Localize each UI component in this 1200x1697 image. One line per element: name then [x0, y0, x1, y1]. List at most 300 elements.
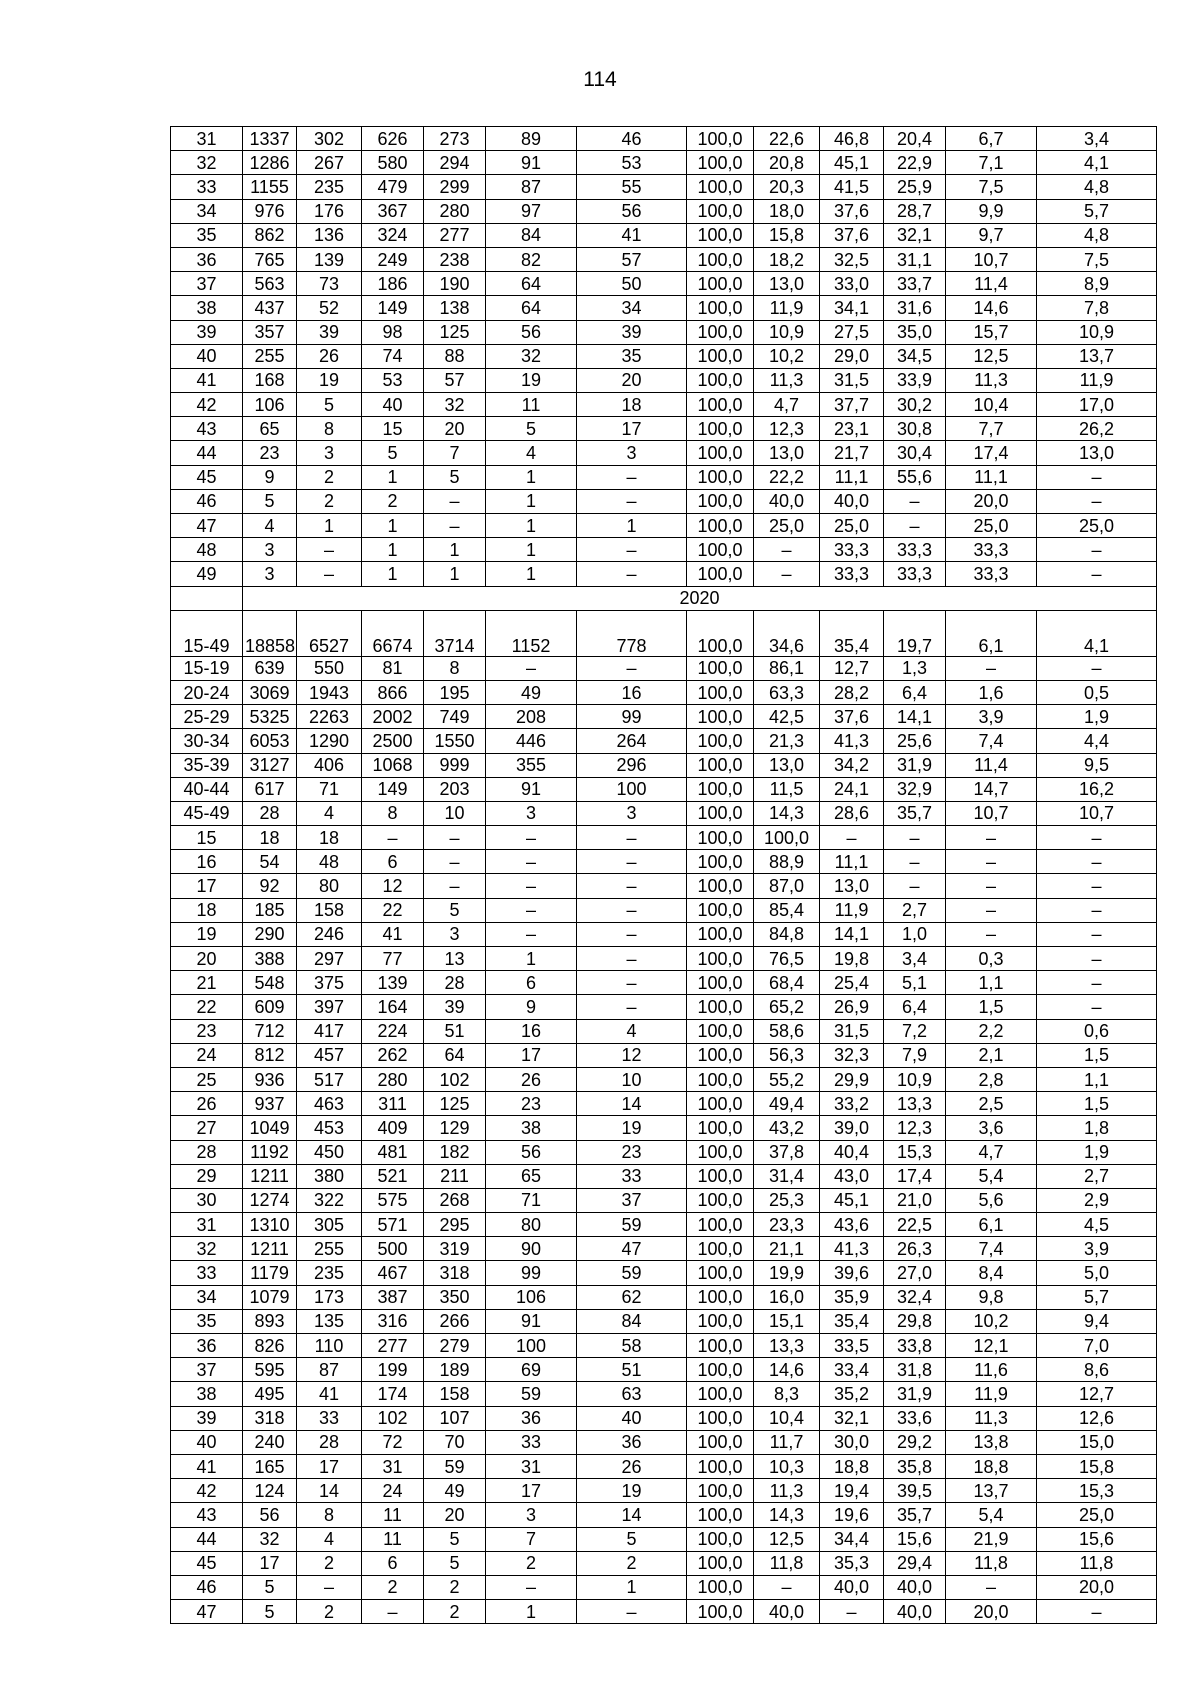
- value-cell: 14,7: [946, 777, 1037, 801]
- value-cell: 15,8: [1037, 1454, 1157, 1478]
- value-cell: 1550: [424, 729, 486, 753]
- value-cell: –: [577, 971, 687, 995]
- age-cell: 46: [171, 1575, 243, 1599]
- age-cell: 27: [171, 1116, 243, 1140]
- value-cell: 33,9: [884, 368, 946, 392]
- value-cell: 49,4: [754, 1092, 820, 1116]
- value-cell: 35,7: [884, 1503, 946, 1527]
- value-cell: 467: [362, 1261, 424, 1285]
- value-cell: 3: [486, 1503, 577, 1527]
- value-cell: –: [424, 489, 486, 513]
- value-cell: –: [1037, 538, 1157, 562]
- value-cell: 6,4: [884, 995, 946, 1019]
- value-cell: 1: [424, 538, 486, 562]
- value-cell: 266: [424, 1309, 486, 1333]
- value-cell: 1286: [243, 151, 297, 175]
- age-cell: 21: [171, 971, 243, 995]
- value-cell: 20,0: [946, 489, 1037, 513]
- value-cell: 100,0: [687, 1600, 754, 1624]
- value-cell: 2,8: [946, 1067, 1037, 1091]
- age-cell: 43: [171, 1503, 243, 1527]
- value-cell: 100,0: [687, 1140, 754, 1164]
- value-cell: 548: [243, 971, 297, 995]
- value-cell: 778: [577, 610, 687, 656]
- value-cell: 40,0: [820, 489, 884, 513]
- fertility-data-table: [170, 126, 1157, 1624]
- value-cell: 100,0: [687, 1575, 754, 1599]
- value-cell: 43,2: [754, 1116, 820, 1140]
- value-cell: 580: [362, 151, 424, 175]
- value-cell: 59: [486, 1382, 577, 1406]
- table-row: [171, 1164, 1157, 1188]
- value-cell: 11,6: [946, 1358, 1037, 1382]
- value-cell: 100,0: [687, 995, 754, 1019]
- table-row: [171, 393, 1157, 417]
- value-cell: 1,5: [1037, 1092, 1157, 1116]
- value-cell: 32: [486, 344, 577, 368]
- value-cell: –: [946, 922, 1037, 946]
- value-cell: –: [884, 874, 946, 898]
- value-cell: 29,2: [884, 1430, 946, 1454]
- value-cell: 4,7: [754, 393, 820, 417]
- table-row: [171, 826, 1157, 850]
- age-cell: 22: [171, 995, 243, 1019]
- value-cell: 100,0: [687, 922, 754, 946]
- value-cell: 71: [297, 777, 362, 801]
- value-cell: 11,4: [946, 753, 1037, 777]
- age-cell: 46: [171, 489, 243, 513]
- value-cell: 15,6: [884, 1527, 946, 1551]
- value-cell: 255: [243, 344, 297, 368]
- table-row: [171, 1358, 1157, 1382]
- table-row: [171, 1261, 1157, 1285]
- value-cell: 5: [424, 898, 486, 922]
- value-cell: 1,5: [1037, 1043, 1157, 1067]
- value-cell: 158: [424, 1382, 486, 1406]
- value-cell: 6674: [362, 610, 424, 656]
- value-cell: 27,0: [884, 1261, 946, 1285]
- value-cell: 450: [297, 1140, 362, 1164]
- value-cell: 33: [577, 1164, 687, 1188]
- value-cell: 69: [486, 1358, 577, 1382]
- value-cell: 100,0: [687, 223, 754, 247]
- value-cell: –: [577, 898, 687, 922]
- table-row: [171, 1503, 1157, 1527]
- value-cell: 29,4: [884, 1551, 946, 1575]
- value-cell: 40,4: [820, 1140, 884, 1164]
- value-cell: 34,4: [820, 1527, 884, 1551]
- value-cell: 203: [424, 777, 486, 801]
- value-cell: 102: [362, 1406, 424, 1430]
- value-cell: 1: [362, 562, 424, 586]
- value-cell: 72: [362, 1430, 424, 1454]
- value-cell: 43,0: [820, 1164, 884, 1188]
- value-cell: 11,1: [820, 465, 884, 489]
- value-cell: 595: [243, 1358, 297, 1382]
- value-cell: 2: [297, 465, 362, 489]
- value-cell: 13: [424, 947, 486, 971]
- value-cell: 87,0: [754, 874, 820, 898]
- value-cell: 21,9: [946, 1527, 1037, 1551]
- value-cell: –: [946, 656, 1037, 680]
- value-cell: 22,2: [754, 465, 820, 489]
- value-cell: –: [754, 538, 820, 562]
- value-cell: 481: [362, 1140, 424, 1164]
- value-cell: 86,1: [754, 656, 820, 680]
- value-cell: 2,5: [946, 1092, 1037, 1116]
- value-cell: 11,8: [1037, 1551, 1157, 1575]
- age-cell: 32: [171, 151, 243, 175]
- value-cell: 16: [577, 680, 687, 704]
- value-cell: 84: [577, 1309, 687, 1333]
- value-cell: 18,8: [946, 1454, 1037, 1478]
- value-cell: 100,0: [687, 1237, 754, 1261]
- value-cell: 367: [362, 199, 424, 223]
- value-cell: 35,9: [820, 1285, 884, 1309]
- value-cell: –: [486, 874, 577, 898]
- value-cell: 23: [243, 441, 297, 465]
- value-cell: –: [486, 850, 577, 874]
- value-cell: 14: [577, 1503, 687, 1527]
- value-cell: 37,6: [820, 199, 884, 223]
- value-cell: –: [884, 850, 946, 874]
- table-row: [171, 1527, 1157, 1551]
- age-cell: 35: [171, 223, 243, 247]
- table-section-2020-header: [171, 586, 1157, 656]
- value-cell: 7,8: [1037, 296, 1157, 320]
- value-cell: 15,1: [754, 1309, 820, 1333]
- value-cell: 25,0: [820, 514, 884, 538]
- value-cell: –: [1037, 874, 1157, 898]
- value-cell: 100: [577, 777, 687, 801]
- value-cell: 135: [297, 1309, 362, 1333]
- age-cell: 28: [171, 1140, 243, 1164]
- age-cell: 24: [171, 1043, 243, 1067]
- value-cell: 57: [424, 368, 486, 392]
- value-cell: 1: [362, 465, 424, 489]
- value-cell: 3,4: [884, 947, 946, 971]
- value-cell: 2500: [362, 729, 424, 753]
- value-cell: 19,6: [820, 1503, 884, 1527]
- value-cell: 11,7: [754, 1430, 820, 1454]
- value-cell: 64: [486, 296, 577, 320]
- value-cell: 32,9: [884, 777, 946, 801]
- value-cell: 32,1: [884, 223, 946, 247]
- value-cell: 25,4: [820, 971, 884, 995]
- value-cell: 1: [362, 538, 424, 562]
- value-cell: 1,9: [1037, 705, 1157, 729]
- value-cell: 85,4: [754, 898, 820, 922]
- value-cell: 999: [424, 753, 486, 777]
- value-cell: 20,0: [946, 1600, 1037, 1624]
- value-cell: 18: [243, 826, 297, 850]
- value-cell: 56: [486, 1140, 577, 1164]
- value-cell: 11,5: [754, 777, 820, 801]
- value-cell: 249: [362, 247, 424, 271]
- value-cell: 240: [243, 1430, 297, 1454]
- value-cell: 1,1: [946, 971, 1037, 995]
- value-cell: 17: [486, 1043, 577, 1067]
- value-cell: 2,7: [884, 898, 946, 922]
- value-cell: 3: [243, 562, 297, 586]
- value-cell: 11,9: [1037, 368, 1157, 392]
- value-cell: –: [362, 1600, 424, 1624]
- value-cell: 8,6: [1037, 1358, 1157, 1382]
- value-cell: 11,3: [754, 1479, 820, 1503]
- value-cell: 15,0: [1037, 1430, 1157, 1454]
- value-cell: 21,1: [754, 1237, 820, 1261]
- value-cell: 40,0: [754, 489, 820, 513]
- value-cell: 437: [243, 296, 297, 320]
- value-cell: 316: [362, 1309, 424, 1333]
- value-cell: 13,7: [1037, 344, 1157, 368]
- value-cell: –: [424, 514, 486, 538]
- value-cell: 1211: [243, 1164, 297, 1188]
- value-cell: 14,1: [884, 705, 946, 729]
- value-cell: 324: [362, 223, 424, 247]
- age-cell: 15-49: [171, 610, 243, 656]
- value-cell: 4,4: [1037, 729, 1157, 753]
- table-row: [171, 1406, 1157, 1430]
- age-cell: 40: [171, 1430, 243, 1454]
- value-cell: 100,0: [687, 850, 754, 874]
- value-cell: 1,9: [1037, 1140, 1157, 1164]
- value-cell: 3714: [424, 610, 486, 656]
- value-cell: 9: [486, 995, 577, 1019]
- value-cell: 100,0: [687, 1164, 754, 1188]
- age-cell: 42: [171, 1479, 243, 1503]
- value-cell: 91: [486, 777, 577, 801]
- value-cell: 409: [362, 1116, 424, 1140]
- table-row: [171, 1575, 1157, 1599]
- value-cell: 41: [297, 1382, 362, 1406]
- table-row: [171, 753, 1157, 777]
- value-cell: 25,0: [946, 514, 1037, 538]
- value-cell: 9,8: [946, 1285, 1037, 1309]
- value-cell: 11,3: [754, 368, 820, 392]
- value-cell: 0,5: [1037, 680, 1157, 704]
- value-cell: 4: [297, 801, 362, 825]
- value-cell: 33,3: [820, 538, 884, 562]
- table-row: [171, 223, 1157, 247]
- value-cell: 1: [577, 514, 687, 538]
- value-cell: 862: [243, 223, 297, 247]
- table-row: [171, 368, 1157, 392]
- table-row: [171, 680, 1157, 704]
- value-cell: 100,0: [687, 947, 754, 971]
- value-cell: 125: [424, 1092, 486, 1116]
- value-cell: 31: [486, 1454, 577, 1478]
- value-cell: 375: [297, 971, 362, 995]
- value-cell: 7,9: [884, 1043, 946, 1067]
- value-cell: 5: [243, 1575, 297, 1599]
- value-cell: 110: [297, 1334, 362, 1358]
- value-cell: 185: [243, 898, 297, 922]
- value-cell: 35,2: [820, 1382, 884, 1406]
- value-cell: 40,0: [884, 1575, 946, 1599]
- value-cell: 13,0: [1037, 441, 1157, 465]
- value-cell: 55,2: [754, 1067, 820, 1091]
- value-cell: 39: [424, 995, 486, 1019]
- value-cell: 3,4: [1037, 127, 1157, 151]
- value-cell: 235: [297, 175, 362, 199]
- value-cell: 2: [577, 1551, 687, 1575]
- value-cell: –: [297, 1575, 362, 1599]
- value-cell: –: [820, 826, 884, 850]
- value-cell: 13,8: [946, 1430, 1037, 1454]
- value-cell: 4,7: [946, 1140, 1037, 1164]
- table-row: [171, 1334, 1157, 1358]
- value-cell: 18,8: [820, 1454, 884, 1478]
- value-cell: 100,0: [687, 272, 754, 296]
- value-cell: 11,1: [820, 850, 884, 874]
- value-cell: 6053: [243, 729, 297, 753]
- value-cell: 937: [243, 1092, 297, 1116]
- value-cell: 39,5: [884, 1479, 946, 1503]
- age-cell: 32: [171, 1237, 243, 1261]
- value-cell: 31,5: [820, 1019, 884, 1043]
- value-cell: 40: [577, 1406, 687, 1430]
- value-cell: 91: [486, 1309, 577, 1333]
- value-cell: 100,0: [687, 1309, 754, 1333]
- value-cell: 1,0: [884, 922, 946, 946]
- value-cell: 1: [424, 562, 486, 586]
- value-cell: 446: [486, 729, 577, 753]
- value-cell: –: [424, 850, 486, 874]
- value-cell: 5: [243, 1600, 297, 1624]
- value-cell: 355: [486, 753, 577, 777]
- value-cell: 124: [243, 1479, 297, 1503]
- value-cell: 56: [243, 1503, 297, 1527]
- value-cell: 1179: [243, 1261, 297, 1285]
- value-cell: 4: [297, 1527, 362, 1551]
- value-cell: 53: [362, 368, 424, 392]
- value-cell: 48: [297, 850, 362, 874]
- value-cell: 17: [577, 417, 687, 441]
- value-cell: 100,0: [687, 680, 754, 704]
- value-cell: 26,2: [1037, 417, 1157, 441]
- table-row: [171, 1043, 1157, 1067]
- age-cell: 38: [171, 296, 243, 320]
- value-cell: 19: [577, 1479, 687, 1503]
- value-cell: 32,4: [884, 1285, 946, 1309]
- value-cell: 273: [424, 127, 486, 151]
- value-cell: 65,2: [754, 995, 820, 1019]
- value-cell: 10,4: [754, 1406, 820, 1430]
- age-cell: 41: [171, 368, 243, 392]
- value-cell: 297: [297, 947, 362, 971]
- value-cell: 8: [297, 417, 362, 441]
- value-cell: 80: [486, 1213, 577, 1237]
- value-cell: 29,9: [820, 1067, 884, 1091]
- value-cell: 19,7: [884, 610, 946, 656]
- value-cell: 77: [362, 947, 424, 971]
- age-cell: 40-44: [171, 777, 243, 801]
- value-cell: 138: [424, 296, 486, 320]
- value-cell: 296: [577, 753, 687, 777]
- value-cell: 14,3: [754, 1503, 820, 1527]
- value-cell: 1: [297, 514, 362, 538]
- value-cell: 100,0: [687, 1479, 754, 1503]
- value-cell: 3: [297, 441, 362, 465]
- value-cell: 49: [424, 1479, 486, 1503]
- value-cell: 5,0: [1037, 1261, 1157, 1285]
- value-cell: 2,9: [1037, 1188, 1157, 1212]
- value-cell: 1: [362, 514, 424, 538]
- value-cell: 13,7: [946, 1479, 1037, 1503]
- value-cell: 100,0: [687, 1382, 754, 1406]
- value-cell: 100,0: [687, 465, 754, 489]
- value-cell: 32: [243, 1527, 297, 1551]
- value-cell: 2: [297, 1600, 362, 1624]
- value-cell: 25,6: [884, 729, 946, 753]
- table-row: [171, 514, 1157, 538]
- value-cell: 68,4: [754, 971, 820, 995]
- table-row: [171, 247, 1157, 271]
- age-cell: 33: [171, 1261, 243, 1285]
- value-cell: 1310: [243, 1213, 297, 1237]
- table-row: [171, 705, 1157, 729]
- value-cell: 92: [243, 874, 297, 898]
- value-cell: 31,5: [820, 368, 884, 392]
- value-cell: –: [577, 874, 687, 898]
- age-cell: 47: [171, 1600, 243, 1624]
- value-cell: 626: [362, 127, 424, 151]
- value-cell: 59: [424, 1454, 486, 1478]
- value-cell: 34,5: [884, 344, 946, 368]
- value-cell: 712: [243, 1019, 297, 1043]
- value-cell: 31,9: [884, 753, 946, 777]
- value-cell: 29,0: [820, 344, 884, 368]
- value-cell: 22,5: [884, 1213, 946, 1237]
- value-cell: 129: [424, 1116, 486, 1140]
- value-cell: 12,7: [1037, 1382, 1157, 1406]
- value-cell: 3: [577, 441, 687, 465]
- value-cell: 500: [362, 1237, 424, 1261]
- value-cell: 3: [243, 538, 297, 562]
- value-cell: 23: [486, 1092, 577, 1116]
- value-cell: 100,0: [687, 368, 754, 392]
- value-cell: 100,0: [687, 1406, 754, 1430]
- value-cell: 106: [486, 1285, 577, 1309]
- value-cell: 100,0: [687, 1188, 754, 1212]
- value-cell: 826: [243, 1334, 297, 1358]
- value-cell: 21,0: [884, 1188, 946, 1212]
- value-cell: 55: [577, 175, 687, 199]
- value-cell: 1049: [243, 1116, 297, 1140]
- value-cell: 29,8: [884, 1309, 946, 1333]
- value-cell: 5: [424, 465, 486, 489]
- value-cell: 37,6: [820, 223, 884, 247]
- value-cell: –: [577, 465, 687, 489]
- value-cell: 12: [577, 1043, 687, 1067]
- value-cell: 17,0: [1037, 393, 1157, 417]
- value-cell: 13,3: [884, 1092, 946, 1116]
- value-cell: 14,6: [946, 296, 1037, 320]
- value-cell: 268: [424, 1188, 486, 1212]
- value-cell: 23: [577, 1140, 687, 1164]
- value-cell: 17,4: [946, 441, 1037, 465]
- value-cell: 8,3: [754, 1382, 820, 1406]
- value-cell: 49: [486, 680, 577, 704]
- value-cell: 0,6: [1037, 1019, 1157, 1043]
- value-cell: 39: [297, 320, 362, 344]
- value-cell: 17: [243, 1551, 297, 1575]
- value-cell: 2: [424, 1575, 486, 1599]
- value-cell: 1068: [362, 753, 424, 777]
- value-cell: 13,0: [754, 272, 820, 296]
- age-cell: 47: [171, 514, 243, 538]
